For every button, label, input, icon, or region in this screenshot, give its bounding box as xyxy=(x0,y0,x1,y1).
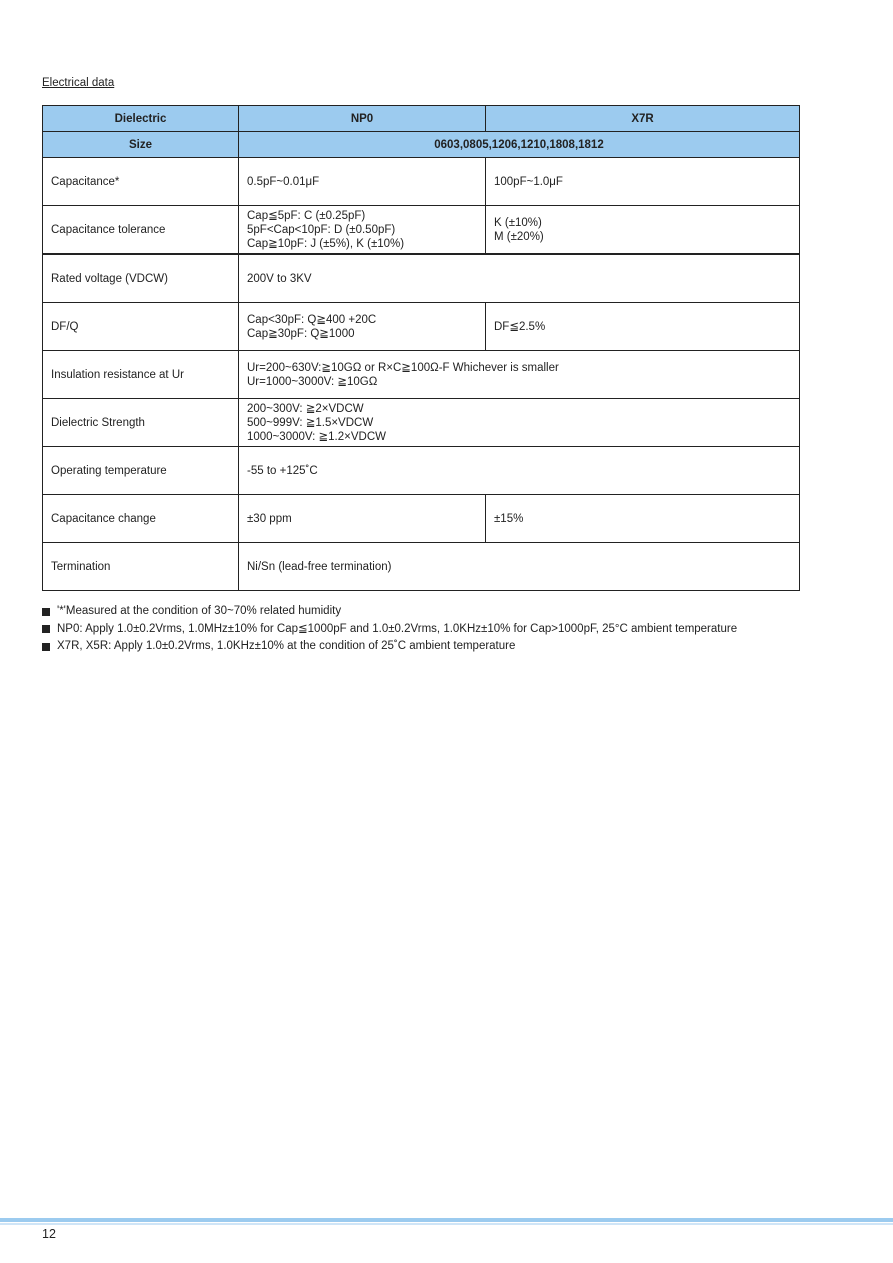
cell-line: 100pF~1.0μF xyxy=(494,175,563,188)
table-row xyxy=(43,158,800,206)
row-label: Capacitance* xyxy=(43,158,239,206)
table-row xyxy=(43,206,800,255)
cell-line: ±15% xyxy=(494,512,524,525)
np0-value-cell xyxy=(239,158,486,206)
merged-value-cell xyxy=(239,254,800,303)
cell-line: Ur=1000~3000V: ≧10GΩ xyxy=(247,375,378,388)
cell-line: 200V to 3KV xyxy=(247,272,312,285)
np0-value-cell xyxy=(239,495,486,543)
note-text: NP0: Apply 1.0±0.2Vrms, 1.0MHz±10% for Cap≦1000pF and 1.0±0.2Vrms, 1.0KHz±10% for Cap>1000pF, 25°C ambient temperature xyxy=(57,622,738,635)
square-bullet-icon xyxy=(42,625,50,633)
square-bullet-icon xyxy=(42,608,50,616)
x7r-value-cell xyxy=(486,303,800,351)
row-label: Insulation resistance at Ur xyxy=(43,351,239,399)
merged-value-cell xyxy=(239,543,800,591)
table-row xyxy=(43,254,800,303)
footer-bar xyxy=(0,1218,893,1222)
footer-bar-light xyxy=(0,1223,893,1225)
cell-line: M (±20%) xyxy=(494,230,544,243)
np0-value-cell xyxy=(239,303,486,351)
np0-value-cell xyxy=(239,206,486,255)
row-label: Dielectric Strength xyxy=(43,399,239,447)
cell-line: -55 to +125˚C xyxy=(247,464,318,477)
cell-line: Cap≧10pF: J (±5%), K (±10%) xyxy=(247,237,405,250)
header-dielectric: Dielectric xyxy=(43,106,239,132)
header-x7r: X7R xyxy=(486,106,800,132)
cell-line: 500~999V: ≧1.5×VDCW xyxy=(247,416,374,429)
cell-line: Cap≧30pF: Q≧1000 xyxy=(247,327,355,340)
merged-value-cell xyxy=(239,351,800,399)
note-item xyxy=(42,603,737,621)
note-text: '*'Measured at the condition of 30~70% related humidity xyxy=(57,605,342,617)
row-label: Capacitance change xyxy=(43,495,239,543)
x7r-value-cell xyxy=(486,158,800,206)
cell-line: 1000~3000V: ≧1.2×VDCW xyxy=(247,430,386,443)
table-row xyxy=(43,495,800,543)
note-item xyxy=(42,638,737,656)
note-item xyxy=(42,621,737,639)
cell-line: 5pF<Cap<10pF: D (±0.50pF) xyxy=(247,223,396,236)
cell-line: Ur=200~630V:≧10GΩ or R×C≧100Ω-F Whichever is smaller xyxy=(247,361,559,374)
size-label: Size xyxy=(43,132,239,158)
row-label: Rated voltage (VDCW) xyxy=(43,254,239,303)
table-row xyxy=(43,447,800,495)
cell-line: ±30 ppm xyxy=(247,512,292,525)
cell-line: 0.5pF~0.01μF xyxy=(247,175,320,188)
cell-line: Cap<30pF: Q≧400 +20C xyxy=(247,313,377,326)
table-row xyxy=(43,351,800,399)
electrical-data-table xyxy=(42,105,800,591)
note-text: X7R, X5R: Apply 1.0±0.2Vrms, 1.0KHz±10% at the condition of 25˚C ambient temperature xyxy=(57,640,516,652)
row-label: Termination xyxy=(43,543,239,591)
row-label: Operating temperature xyxy=(43,447,239,495)
table-header-row xyxy=(43,106,800,132)
header-np0: NP0 xyxy=(239,106,486,132)
cell-line: 200~300V: ≧2×VDCW xyxy=(247,402,364,415)
row-label: DF/Q xyxy=(43,303,239,351)
table-row xyxy=(43,303,800,351)
cell-line: DF≦2.5% xyxy=(494,320,546,333)
x7r-value-cell xyxy=(486,495,800,543)
x7r-value-cell xyxy=(486,206,800,255)
cell-line: K (±10%) xyxy=(494,216,542,229)
size-row xyxy=(43,132,800,158)
notes xyxy=(42,603,737,656)
row-label: Capacitance tolerance xyxy=(43,206,239,255)
table-row xyxy=(43,543,800,591)
merged-value-cell xyxy=(239,447,800,495)
cell-line: Cap≦5pF: C (±0.25pF) xyxy=(247,209,366,222)
section-title: Electrical data xyxy=(42,77,115,89)
page-number: 12 xyxy=(42,1227,56,1241)
cell-line: Ni/Sn (lead-free termination) xyxy=(247,560,392,573)
size-value: 0603,0805,1206,1210,1808,1812 xyxy=(239,132,800,158)
merged-value-cell xyxy=(239,399,800,447)
square-bullet-icon xyxy=(42,643,50,651)
table-row xyxy=(43,399,800,447)
